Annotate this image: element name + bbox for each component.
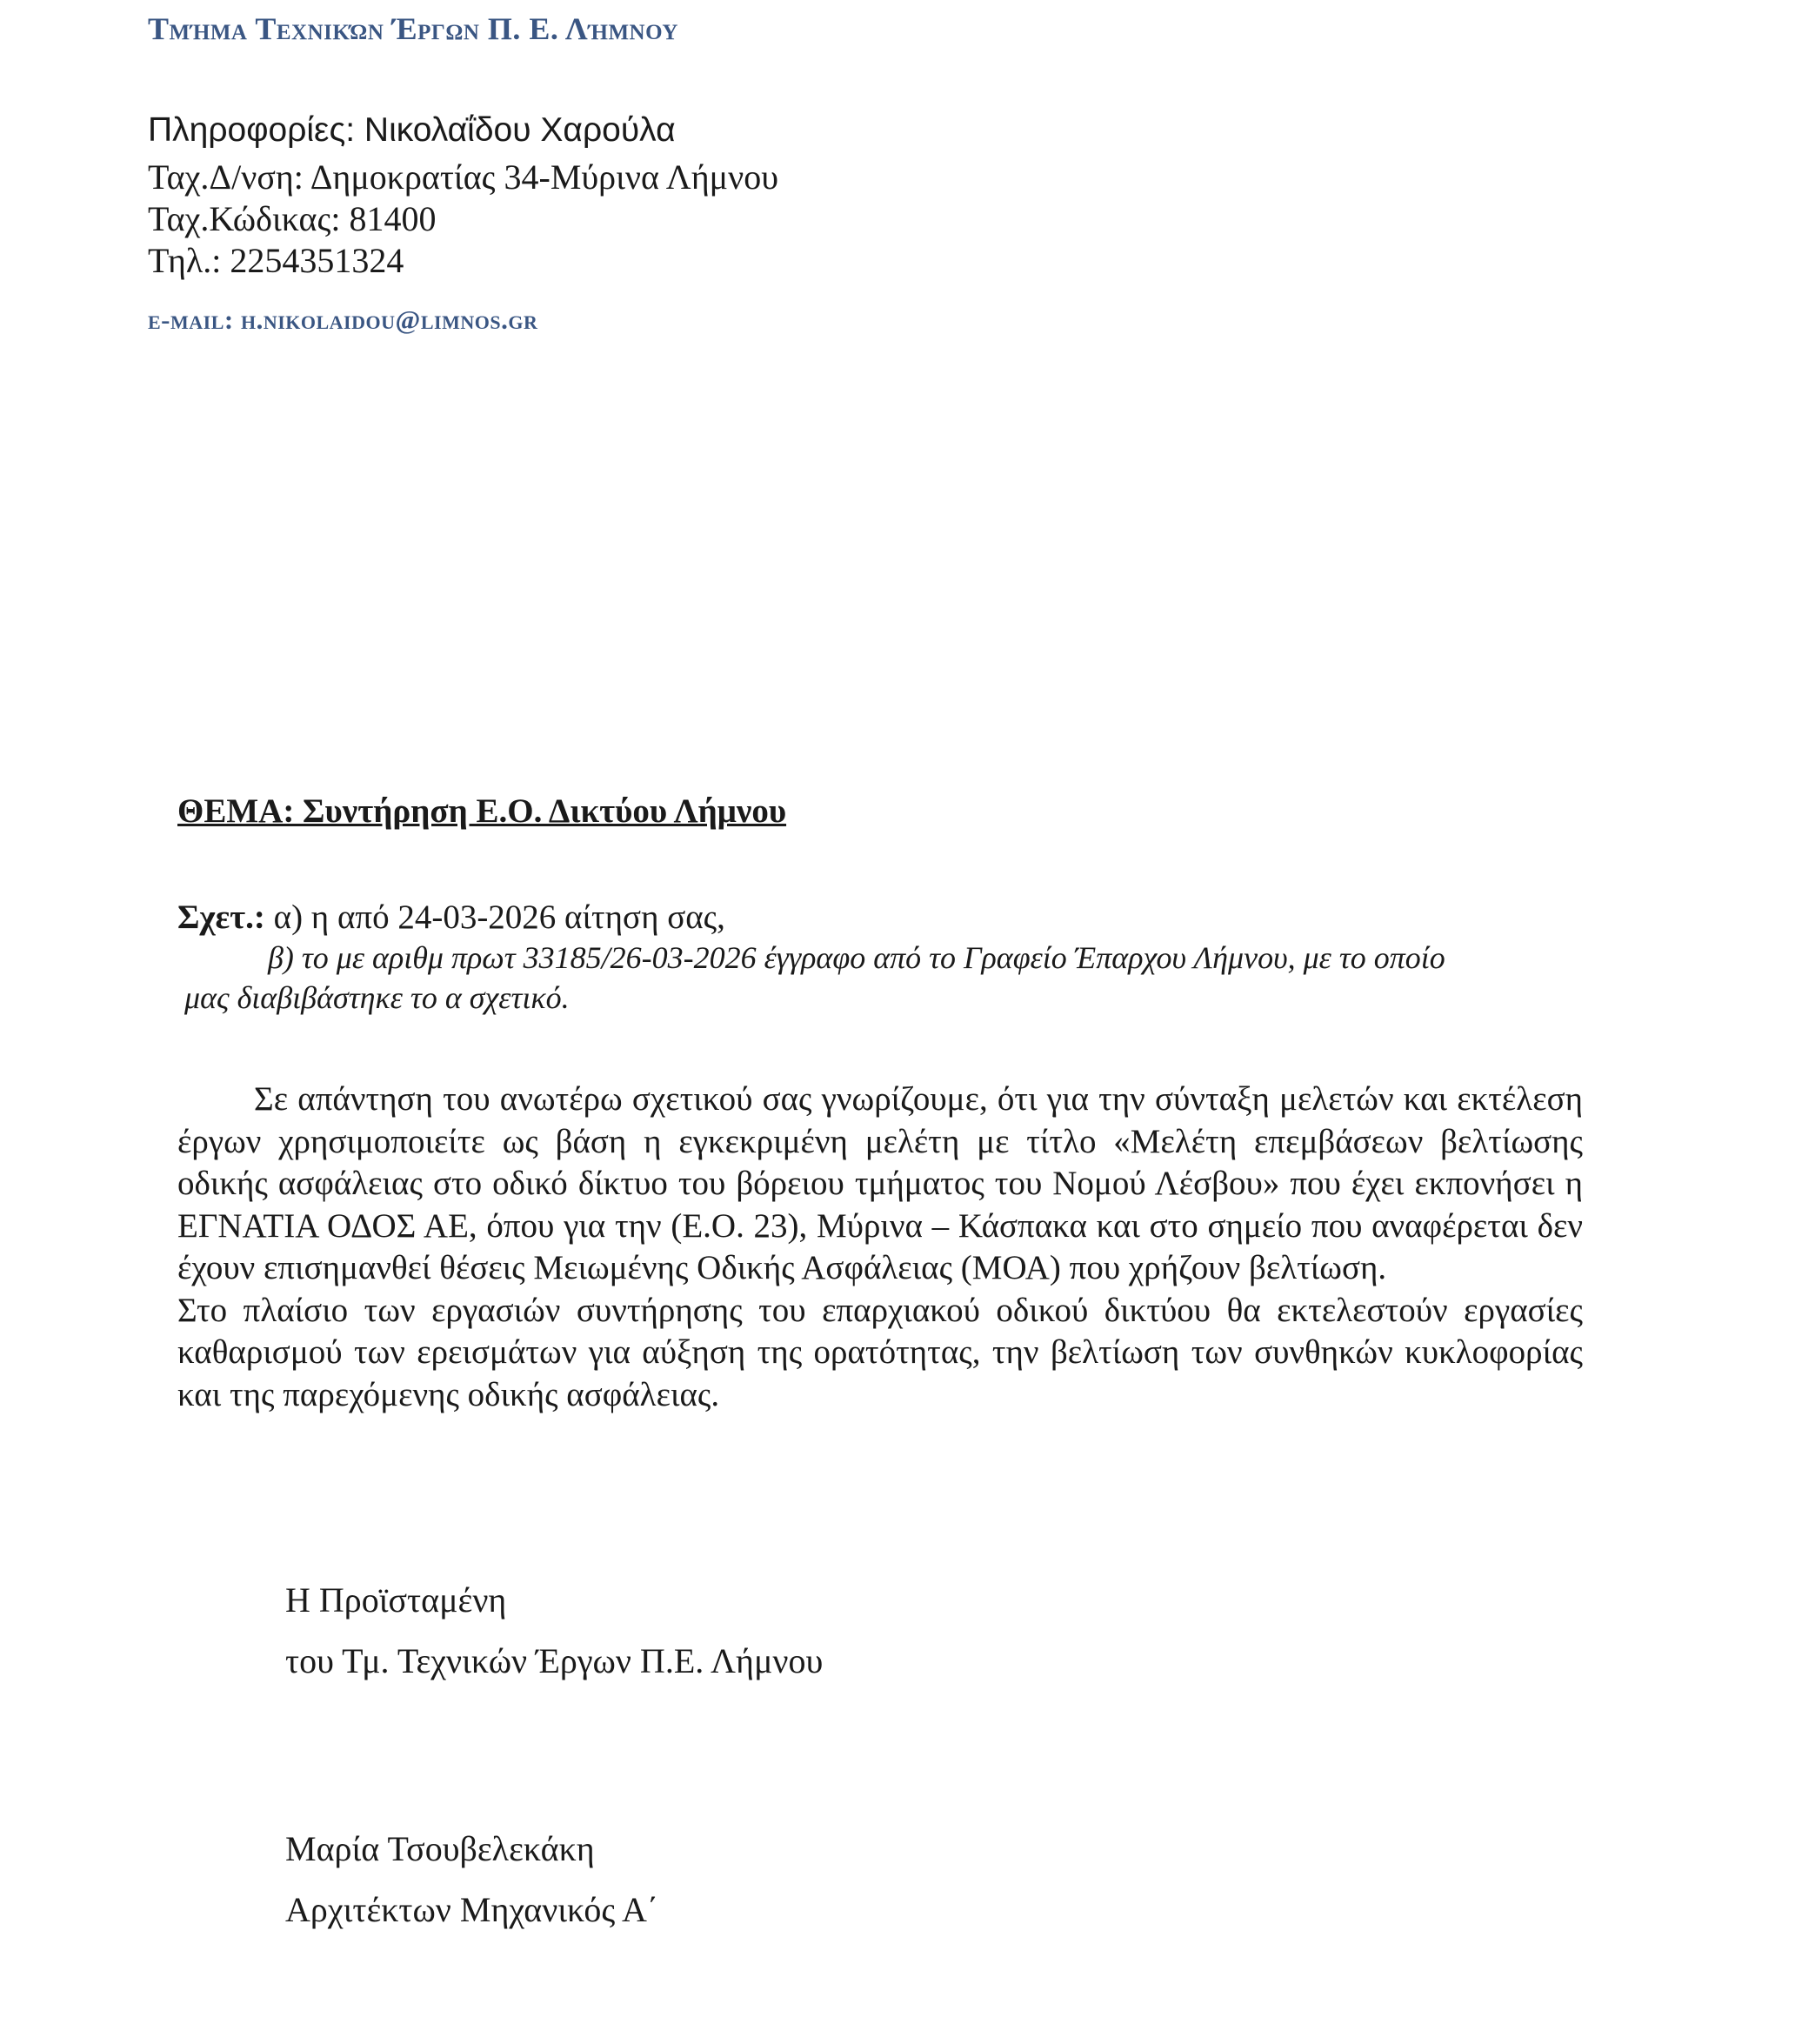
contact-postal-code: Ταχ.Κώδικας: 81400: [148, 199, 437, 238]
reference-line-a: [177, 898, 725, 937]
signature-role-line2: του Τμ. Τεχνικών Έργων Π.Ε. Λήμνου: [285, 1641, 824, 1680]
contact-phone: Τηλ.: 2254351324: [148, 241, 404, 280]
department-header: Τμήμα Τεχνικών Έργων Π. Ε. Λήμνου: [148, 11, 678, 46]
contact-email: e-mail: h.nikolaidou@limnos.gr: [148, 304, 538, 335]
reference-item-a: α) η από 24-03-2026 αίτηση σας,: [264, 898, 725, 936]
signature-role-line1: Η Προϊσταμένη: [285, 1580, 507, 1620]
reference-item-b-line2: μας διαβιβάστηκε το α σχετικό.: [184, 980, 570, 1015]
signature-title: Αρχιτέκτων Μηχανικός Α΄: [285, 1890, 659, 1929]
letter-body: [177, 1079, 1583, 1416]
reference-label: Σχετ.:: [177, 898, 265, 936]
subject-line: ΘΕΜΑ: Συντήρηση Ε.Ο. Δικτύου Λήμνου: [177, 792, 787, 830]
reference-item-b-line1: β) το με αριθμ πρωτ 33185/26-03-2026 έγγραφο από το Γραφείο Έπαρχου Λήμνου, με το οποίο: [268, 940, 1445, 975]
body-paragraph-2: Στο πλαίσιο των εργασιών συντήρησης του επαρχιακού οδικού δικτύου θα εκτελεστούν εργασίες καθαρισμού των ερεισμάτων για αύξηση της ορατότητας, την βελτίωση των συνθηκών κυκλοφορίας και της παρεχόμενης οδικής ασφάλειας.: [177, 1291, 1583, 1413]
contact-info: Πληροφορίες: Νικολαΐδου Χαρούλα: [148, 111, 676, 149]
body-paragraph-1: Σε απάντηση του ανωτέρω σχετικού σας γνωρίζουμε, ότι για την σύνταξη μελετών και εκτέλεση έργων χρησιμοποιείτε ως βάση η εγκεκριμένη μελέτη με τίτλο «Μελέτη επεμβάσεων βελτίωσης οδικής ασφάλειας στο οδικό δίκτυο του βόρειου τμήματος του Νομού Λέσβου» που έχει εκπονήσει η ΕΓΝΑΤΙΑ ΟΔΟΣ ΑΕ, όπου για την (Ε.Ο. 23), Μύρινα – Κάσπακα και στο σημείο που αναφέρεται δεν έχουν επισημανθεί θέσεις Μειωμένης Οδικής Ασφάλειας (ΜΟΑ) που χρήζουν βελτίωση.: [177, 1080, 1583, 1286]
signature-name: Μαρία Τσουβελεκάκη: [285, 1829, 595, 1868]
contact-address: Ταχ.Δ/νση: Δημοκρατίας 34-Μύρινα Λήμνου: [148, 157, 778, 197]
